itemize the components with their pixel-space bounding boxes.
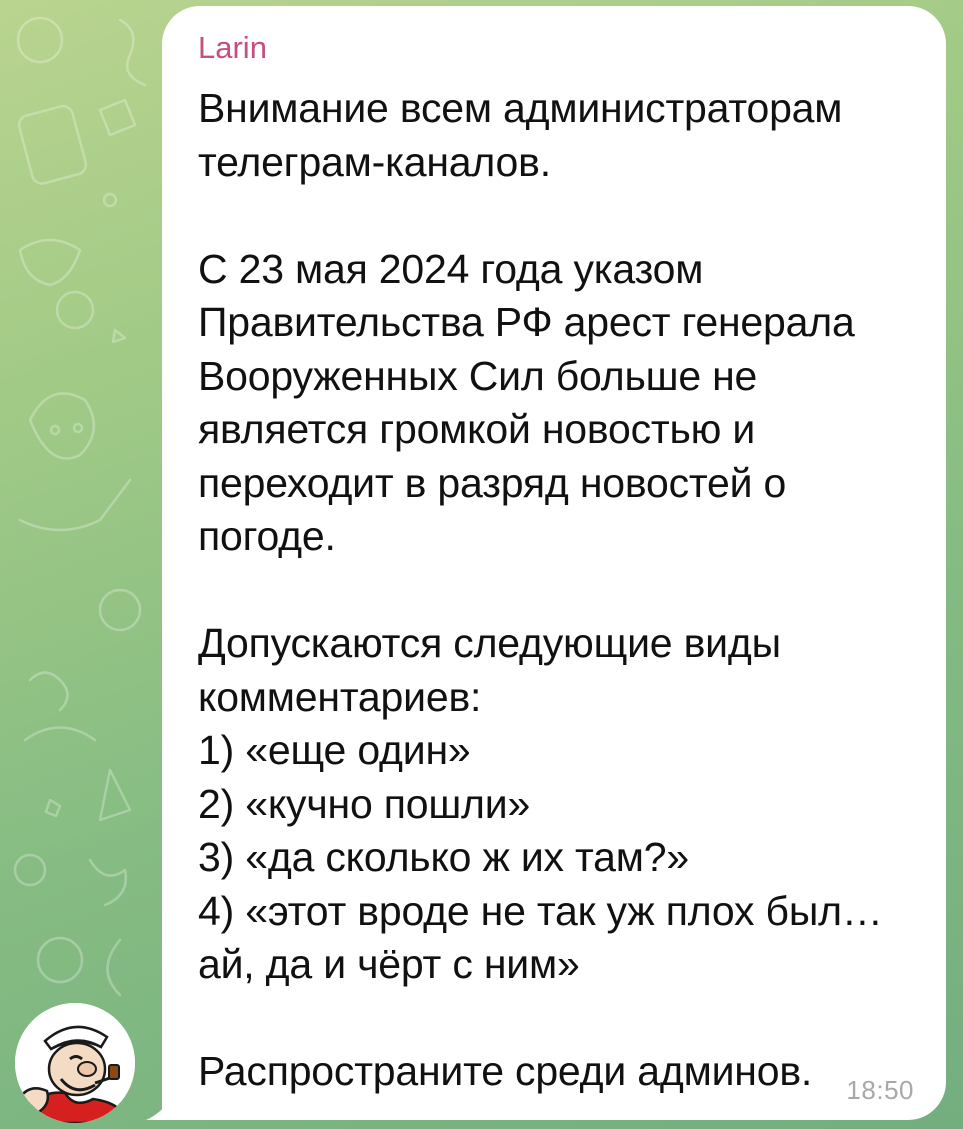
- message-timestamp: 18:50: [846, 1075, 914, 1105]
- message-text: Внимание всем администраторам телеграм-каналов. С 23 мая 2024 года указом Правительства РФ арест генерала Вооруженных Сил больше не является громкой новостью и переходит в разряд новостей о погоде. Допускаются следующие виды комментариев: 1) «еще один» 2) «кучно пошли» 3) «да сколько ж их там?» 4) «этот вроде не так уж плох был… ай, да и чёрт с ним» Распространите среди админов.: [198, 85, 883, 1094]
- popeye-avatar-icon: [15, 1003, 135, 1123]
- message-bubble[interactable]: [162, 6, 946, 1120]
- sender-avatar[interactable]: [15, 1003, 135, 1123]
- sender-name[interactable]: Larin: [198, 30, 267, 65]
